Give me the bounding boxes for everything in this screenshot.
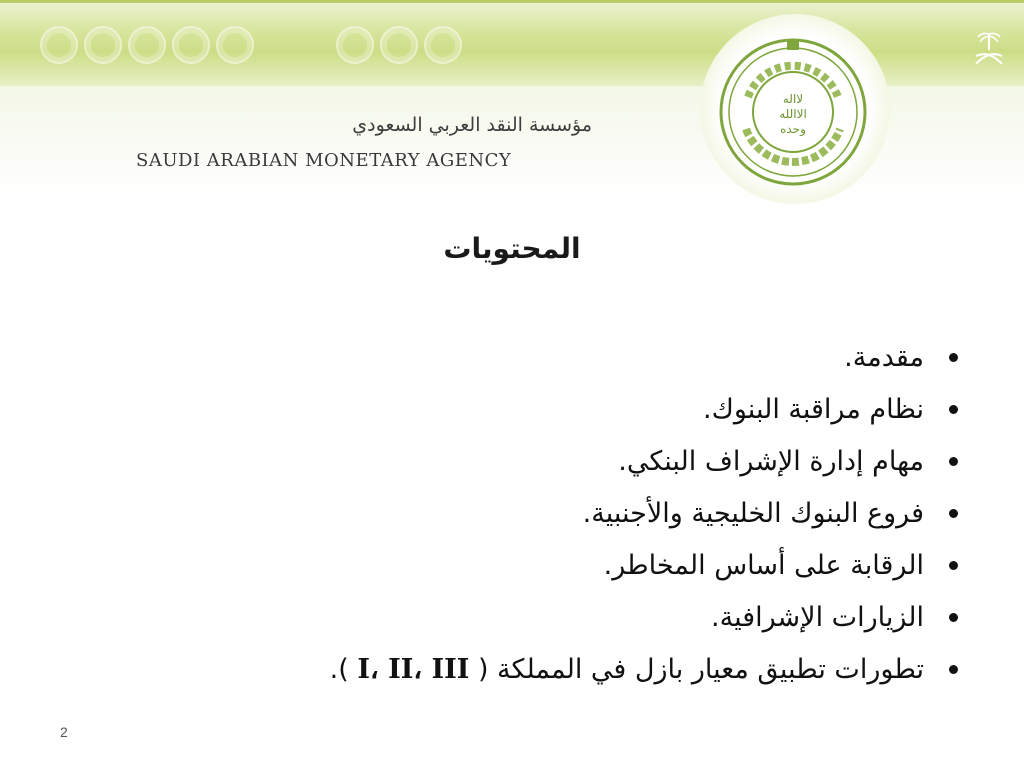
bullet-dot xyxy=(949,665,958,674)
page-number: 2 xyxy=(60,724,68,740)
ornament-spacer xyxy=(260,26,330,60)
seal-text-line-3: وحده xyxy=(780,122,806,136)
list-item-text: نظام مراقبة البنوك. xyxy=(703,394,924,425)
list-item xyxy=(104,544,964,596)
bullet-dot xyxy=(949,457,958,466)
list-item xyxy=(104,388,964,440)
ornament-motif xyxy=(424,26,462,64)
list-item-text: تطورات تطبيق معيار بازل في المملكة ( xyxy=(477,654,924,685)
header-ornaments xyxy=(40,20,480,70)
list-item xyxy=(104,336,964,388)
ornament-motif xyxy=(84,26,122,64)
contents-list xyxy=(104,336,964,700)
ornament-motif xyxy=(40,26,78,64)
bullet-dot xyxy=(949,353,958,362)
list-item-text: مقدمة. xyxy=(844,342,924,373)
ornament-motif xyxy=(380,26,418,64)
bullet-dot xyxy=(949,509,958,518)
header-top-line xyxy=(0,0,1024,3)
org-name-arabic: مؤسسة النقد العربي السعودي xyxy=(352,114,592,136)
list-item xyxy=(104,648,964,700)
slide-title: المحتويات xyxy=(443,232,581,265)
bullet-dot xyxy=(949,405,958,414)
list-item-text: الزيارات الإشرافية. xyxy=(711,602,924,633)
bullet-dot xyxy=(949,613,958,622)
ornament-motif xyxy=(336,26,374,64)
list-item xyxy=(104,440,964,492)
ornament-motif xyxy=(216,26,254,64)
list-item xyxy=(104,492,964,544)
bullet-dot xyxy=(949,561,958,570)
ornament-motif xyxy=(128,26,166,64)
list-item-text: الرقابة على أساس المخاطر. xyxy=(603,550,924,581)
palm-swords-emblem-icon xyxy=(972,28,1006,68)
sama-seal-icon xyxy=(718,37,868,187)
list-item-suffix: ). xyxy=(329,654,349,685)
list-item-text: مهام إدارة الإشراف البنكي. xyxy=(618,446,924,477)
seal-text-line-2: الاالله xyxy=(779,107,807,121)
seal-text-line-1: لااله xyxy=(782,92,804,106)
list-item xyxy=(104,596,964,648)
basel-roman-numerals: I، II، III xyxy=(357,654,470,685)
list-item-text: فروع البنوك الخليجية والأجنبية. xyxy=(582,498,924,529)
org-name-english: SAUDI ARABIAN MONETARY AGENCY xyxy=(136,150,512,171)
ornament-motif xyxy=(172,26,210,64)
